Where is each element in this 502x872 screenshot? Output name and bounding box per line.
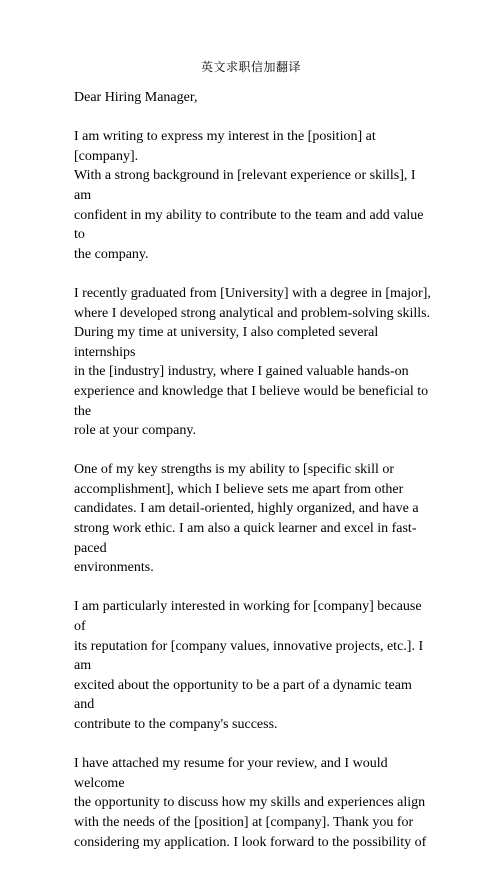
paragraph-interest: I am writing to express my interest in the [position] at [company]. With a strong background in [relevant experience or skills], I am confident in my ability to contribute to the team and add value to the company. [74,129,424,262]
paragraph-education: I recently graduated from [University] with a degree in [major], where I developed strong analytical and problem-solving skills. During my time at university, I also completed several internships in the [industry] industry, where I gained valuable hands-on experience and knowledge that I believe would be beneficial to the role at your company. [74,285,431,439]
paragraph-strengths: One of my key strengths is my ability to [specific skill or accomplishment], which I believe sets me apart from other candidates. I am detail-oriented, highly organized, and have a strong work ethic. I am also a quick learner and excel in fast-paced environments. [74,462,419,576]
letter-body [74,88,434,872]
paragraph-company-interest: I am particularly interested in working for [company] because of its reputation for [company values, innovative projects, etc.]. I am excited about the opportunity to be a part of a dynamic team and contribute to the company's success. [74,599,424,732]
document-title: 英文求职信加翻译 [200,60,301,74]
paragraph-closing: I have attached my resume for your review, and I would welcome the opportunity to discuss how my skills and experiences align with the needs of the [position] at [company]. Thank you for considering my application. I look forward to the possibility of [74,756,427,850]
salutation: Dear Hiring Manager, [74,90,198,105]
